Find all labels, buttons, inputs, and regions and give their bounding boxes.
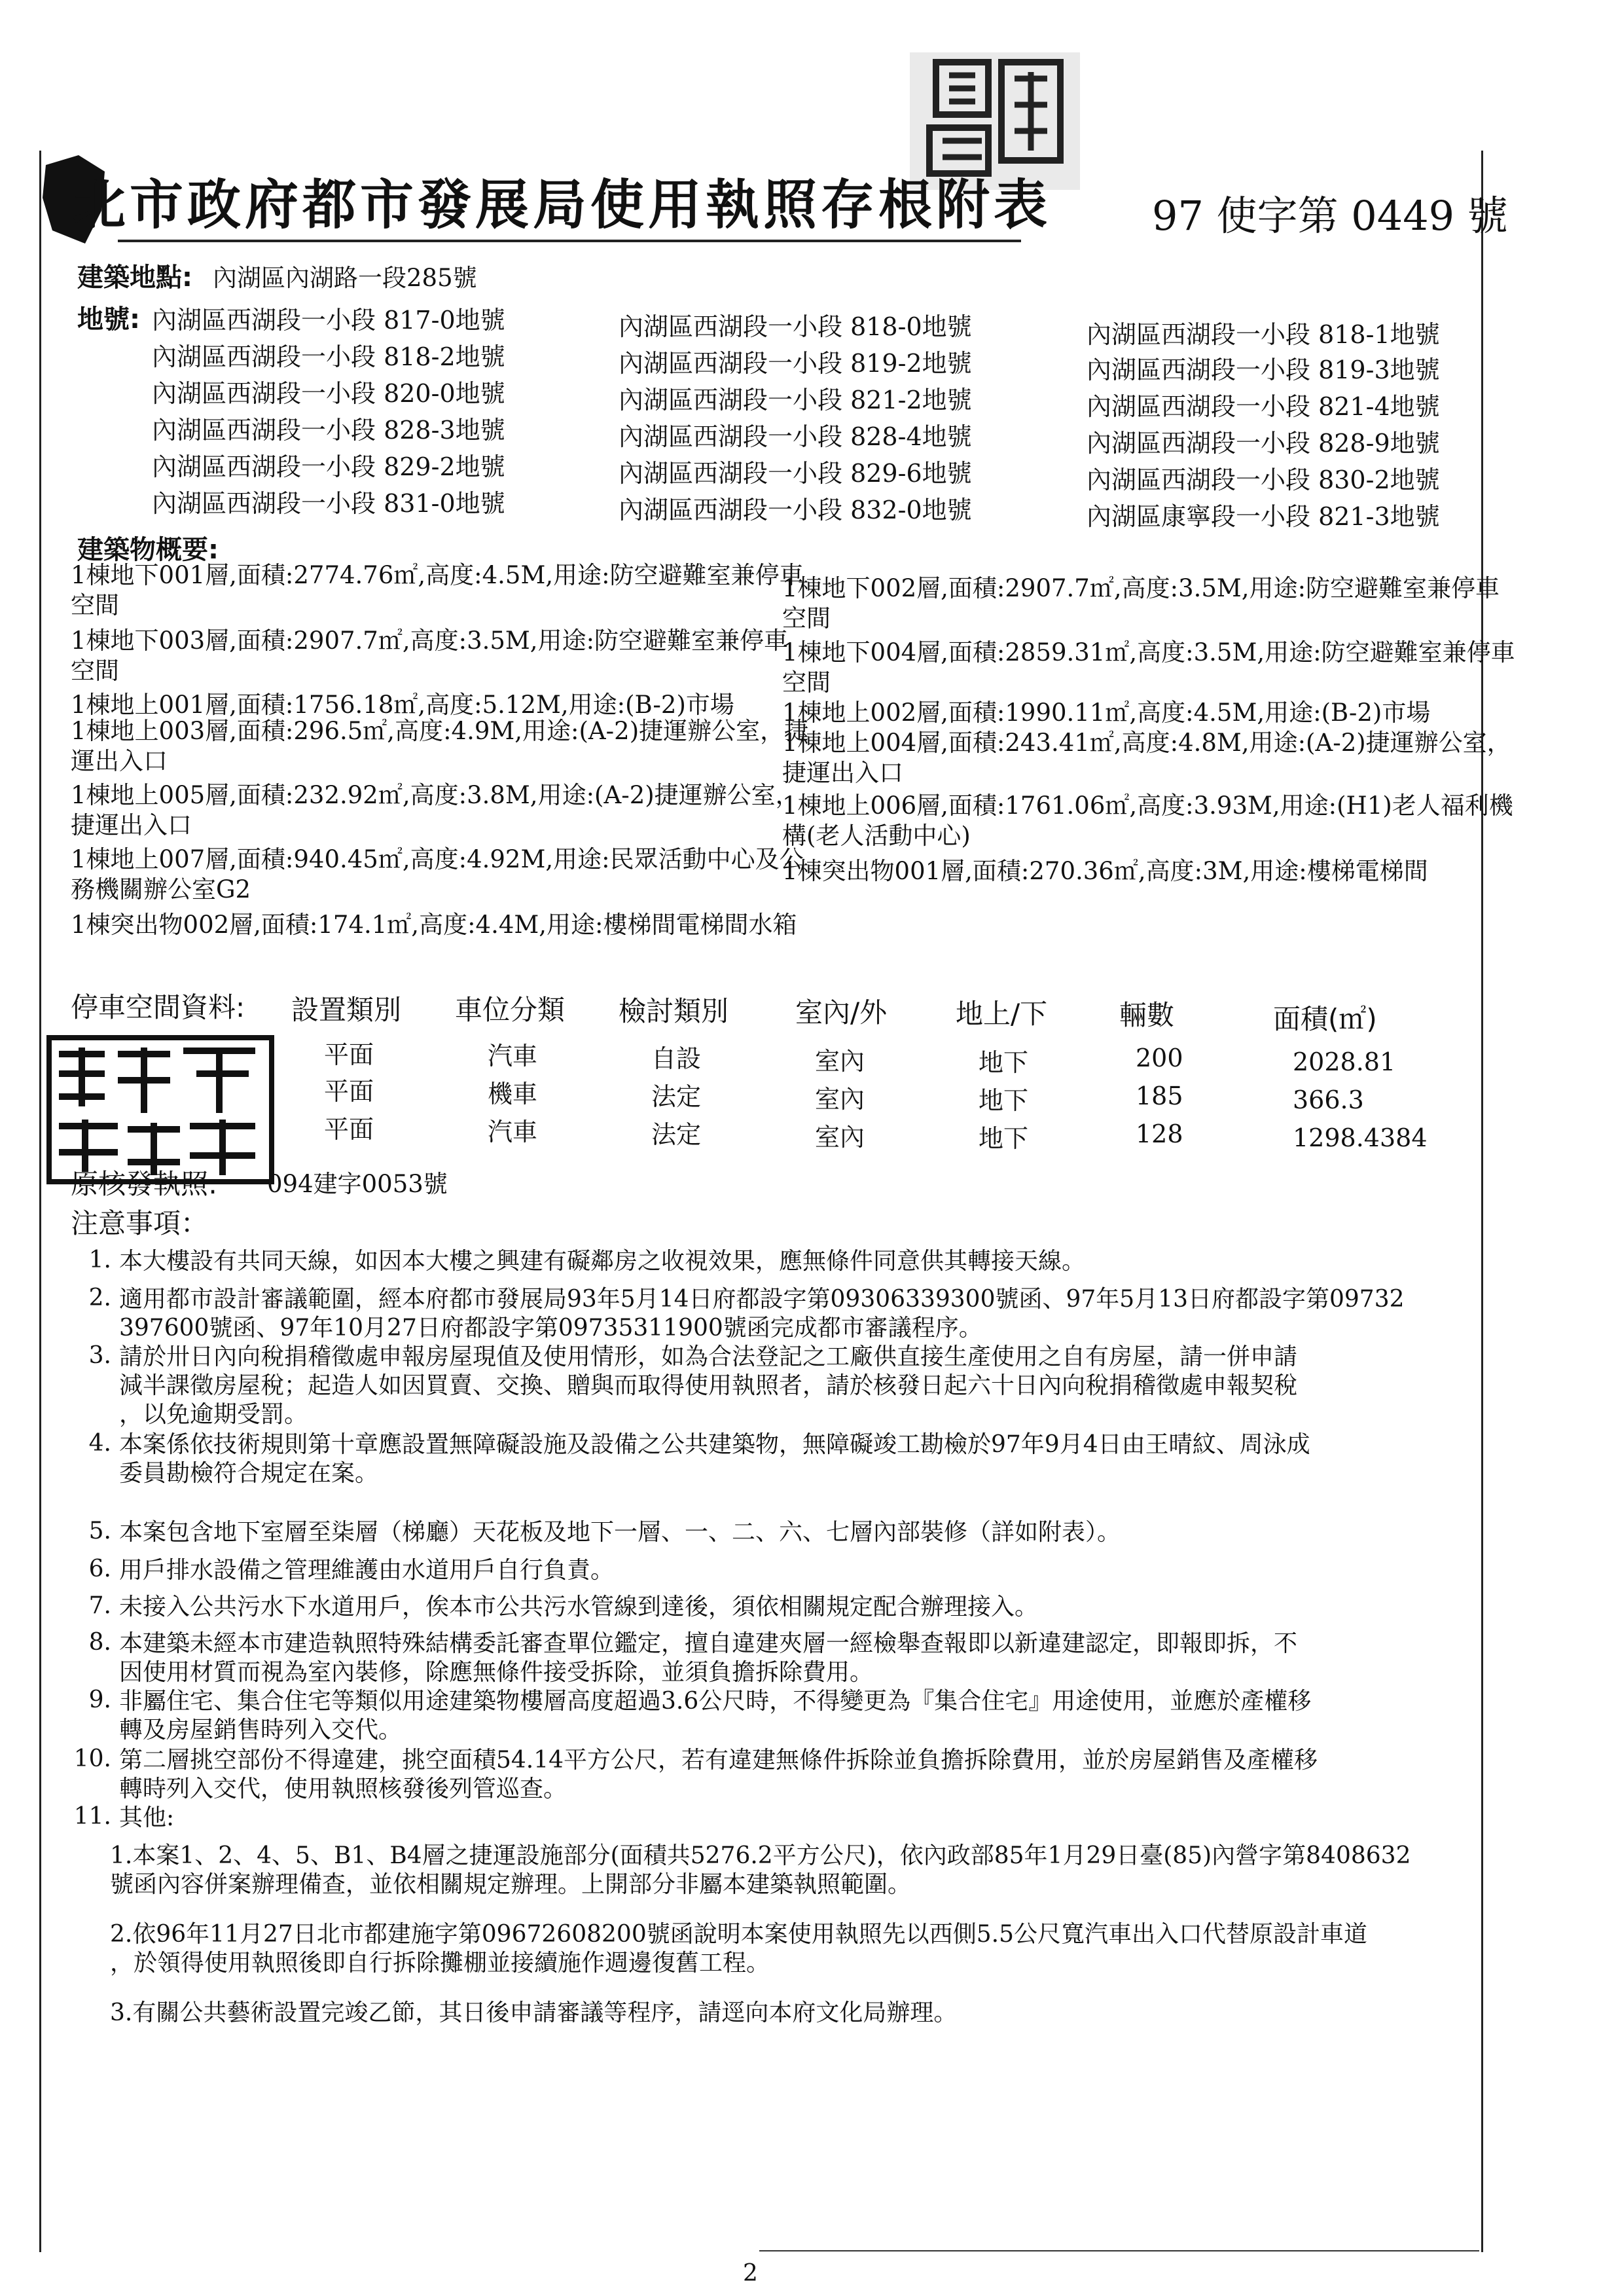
parking-header: 地上/下 <box>956 998 1048 1030</box>
parking-cell: 128 <box>1136 1120 1183 1148</box>
note-line: 其他: <box>119 1804 175 1831</box>
parking-cell: 平面 <box>324 1040 374 1069</box>
note-line: 因使用材質而視為室內裝修，除應無條件接受拆除，並須負擔拆除費用。 <box>119 1659 874 1686</box>
overview-entry: 1棟地下004層,面積:2859.31㎡,高度:3.5M,用途:防空避難室兼停車空間 <box>782 638 1515 697</box>
note-line: 非屬住宅、集合住宅等類似用途建築物樓層高度超過3.6公尺時，不得變更為『集合住宅』用途使用，並應於產權移 <box>119 1688 1312 1715</box>
parking-cell: 地下 <box>979 1086 1029 1115</box>
other-note-line: 3.有關公共藝術設置完竣乙節，其日後申請審議等程序，請逕向本府文化局辦理。 <box>110 1999 958 2026</box>
parking-cell: 366.3 <box>1293 1085 1364 1114</box>
note-line: 本大樓設有共同天線，如因本大樓之興建有礙鄰房之收視效果，應無條件同意供其轉接天線。 <box>119 1248 1086 1275</box>
note-line: 第二層挑空部份不得違建，挑空面積54.14平方公尺，若有違建無條件拆除並負擔拆除費用，並於房屋銷售及產權移 <box>119 1747 1318 1774</box>
lot-item: 內湖區西湖段一小段 828-9地號 <box>1087 429 1440 458</box>
lot-item: 內湖區西湖段一小段 832-0地號 <box>619 496 972 524</box>
lot-item: 內湖區西湖段一小段 821-4地號 <box>1087 392 1440 421</box>
parking-cell: 法定 <box>651 1120 702 1149</box>
lot-item: 內湖區康寧段一小段 821-3地號 <box>1087 502 1440 531</box>
parking-cell: 平面 <box>324 1077 374 1106</box>
parking-cell: 汽車 <box>488 1042 538 1070</box>
lot-item: 內湖區西湖段一小段 818-2地號 <box>152 342 505 371</box>
note-line: 轉及房屋銷售時列入交代。 <box>119 1717 403 1743</box>
lot-item: 內湖區西湖段一小段 819-2地號 <box>619 349 972 378</box>
other-note-line: 2.依96年11月27日北市都建施字第09672608200號函說明本案使用執照先以西側5.5公尺寬汽車出入口代替原設計車道 <box>110 1921 1367 1948</box>
lots-label: 地號: <box>77 304 140 335</box>
note-line: 未接入公共污水下水道用戶，俟本市公共污水管線到達後，須依相關規定配合辦理接入。 <box>119 1594 1039 1620</box>
note-line: 請於卅日內向稅捐稽徵處申報房屋現值及使用情形，如為合法登記之工廠供直接生產使用之自有房屋，請一併申請 <box>119 1343 1298 1370</box>
note-line: 397600號函、97年10月27日府都設字第09735311900號函完成都市審議程序。 <box>119 1315 982 1341</box>
location-label: 建築地點: <box>77 263 192 293</box>
lot-item: 內湖區西湖段一小段 829-2地號 <box>152 452 505 481</box>
lot-item: 內湖區西湖段一小段 828-4地號 <box>619 422 972 451</box>
parking-header: 設置類別 <box>291 994 402 1026</box>
parking-cell: 地下 <box>979 1124 1029 1153</box>
page-number: 2 <box>743 2260 758 2287</box>
parking-header: 面積(㎡) <box>1273 1003 1377 1035</box>
title-underline <box>118 240 1021 242</box>
overview-entry: 1棟地下003層,面積:2907.7㎡,高度:3.5M,用途:防空避難室兼停車空間 <box>71 627 789 685</box>
parking-cell: 200 <box>1136 1044 1183 1072</box>
note-line: 減半課徵房屋稅；起造人如因買賣、交換、贈與而取得使用執照者，請於核發日起六十日內向稅捐稽徵處申報契稅 <box>119 1372 1298 1399</box>
lot-item: 內湖區西湖段一小段 820-0地號 <box>152 379 505 408</box>
note-number: 4. <box>88 1430 111 1457</box>
note-line: 本案包含地下室層至柒層（梯廳）天花板及地下一層、一、二、六、七層內部裝修（詳如附表）。 <box>119 1519 1121 1546</box>
note-line: 本建築未經本市建造執照特殊結構委託審查單位鑑定，擅自違建夾層一經檢舉查報即以新違建認定，即報即拆，不 <box>119 1630 1298 1657</box>
note-number: 11. <box>73 1803 111 1830</box>
note-line: 本案係依技術規則第十章應設置無障礙設施及設備之公共建築物，無障礙竣工勘檢於97年9月4日由王晴紋、周泳成 <box>119 1431 1310 1458</box>
overview-entry: 1棟地上006層,面積:1761.06㎡,高度:3.93M,用途:(H1)老人福利機構(老人活動中心) <box>782 792 1513 850</box>
other-note-line: 號函內容併案辦理備查，並依相關規定辦理。上開部分非屬本建築執照範圍。 <box>110 1871 912 1898</box>
lot-item: 內湖區西湖段一小段 830-2地號 <box>1087 465 1440 494</box>
overview-entry: 1棟地上004層,面積:243.41㎡,高度:4.8M,用途:(A-2)捷運辦公室，捷運出入口 <box>782 729 1511 787</box>
parking-cell: 汽車 <box>488 1118 538 1146</box>
lot-item: 內湖區西湖段一小段 828-3地號 <box>152 416 505 445</box>
overview-entry: 1棟地上001層,面積:1756.18㎡,高度:5.12M,用途:(B-2)市場 <box>71 691 734 719</box>
note-number: 10. <box>73 1745 111 1772</box>
note-number: 8. <box>88 1629 111 1656</box>
note-number: 6. <box>88 1556 111 1582</box>
overview-entry: 1棟突出物001層,面積:270.36㎡,高度:3M,用途:樓梯電梯間 <box>782 857 1428 885</box>
overview-label: 建築物概要: <box>77 535 219 565</box>
parking-cell: 室內 <box>815 1047 865 1076</box>
parking-cell: 地下 <box>979 1048 1029 1077</box>
original-permit-label: 原核發執照: <box>71 1168 218 1200</box>
overview-entry: 1棟地上005層,面積:232.92㎡,高度:3.8M,用途:(A-2)捷運辦公室，捷運出入口 <box>71 781 800 839</box>
parking-cell: 185 <box>1136 1082 1183 1110</box>
overview-entry: 1棟突出物002層,面積:174.1㎡,高度:4.4M,用途:樓梯間電梯間水箱 <box>71 911 797 939</box>
lot-item: 內湖區西湖段一小段 818-1地號 <box>1087 320 1440 349</box>
lot-item: 內湖區西湖段一小段 821-2地號 <box>619 386 972 414</box>
parking-header: 室內/外 <box>795 996 888 1029</box>
note-number: 9. <box>88 1686 111 1713</box>
note-number: 5. <box>88 1518 111 1544</box>
note-line: 適用都市設計審議範圍，經本府都市發展局93年5月14日府都設字第09306339300號函、97年5月13日府都設字第09732 <box>119 1286 1405 1313</box>
note-line: 委員勘檢符合規定在案。 <box>119 1460 379 1487</box>
note-number: 7. <box>88 1592 111 1619</box>
lot-item: 內湖區西湖段一小段 817-0地號 <box>152 306 505 335</box>
other-note-line: ，於領得使用執照後即自行拆除攤棚並接續施作週邊復舊工程。 <box>110 1950 770 1977</box>
original-permit-value: 094建字0053號 <box>267 1170 448 1198</box>
notes-label: 注意事項： <box>71 1207 209 1239</box>
lot-item: 內湖區西湖段一小段 818-0地號 <box>619 312 972 341</box>
parking-cell: 法定 <box>651 1082 702 1111</box>
parking-header: 檢討類別 <box>619 995 729 1027</box>
note-line: 用戶排水設備之管理維護由水道用戶自行負責。 <box>119 1557 615 1584</box>
parking-cell: 平面 <box>324 1115 374 1144</box>
parking-header: 輛數 <box>1119 999 1175 1031</box>
parking-cell: 自設 <box>651 1044 702 1073</box>
note-number: 3. <box>88 1342 111 1369</box>
note-line: ，以免逾期受罰。 <box>119 1401 308 1428</box>
overview-entry: 1棟地上003層,面積:296.5㎡,高度:4.9M,用途:(A-2)捷運辦公室，捷運出入口 <box>71 717 809 775</box>
frame-bottom-line <box>759 2250 1479 2251</box>
overview-entry: 1棟地上002層,面積:1990.11㎡,高度:4.5M,用途:(B-2)市場 <box>782 699 1431 727</box>
lot-item: 內湖區西湖段一小段 831-0地號 <box>152 489 505 518</box>
overview-entry: 1棟地上007層,面積:940.45㎡,高度:4.92M,用途:民眾活動中心及公務機關辦公室G2 <box>71 845 804 903</box>
parking-cell: 1298.4384 <box>1293 1123 1428 1152</box>
parking-label: 停車空間資料: <box>71 991 245 1023</box>
lot-item: 內湖區西湖段一小段 819-3地號 <box>1087 355 1440 384</box>
document-title: 北市政府都市發展局使用執照存根附表 <box>72 173 1052 236</box>
location-value: 內湖區內湖路一段285號 <box>213 264 477 292</box>
other-note-line: 1.本案1、2、4、5、B1、B4層之捷運設施部分(面積共5276.2平方公尺)，依內政部85年1月29日臺(85)內營字第8408632 <box>110 1842 1411 1869</box>
note-number: 2. <box>88 1285 111 1311</box>
parking-header: 車位分類 <box>455 994 566 1026</box>
overview-entry: 1棟地下001層,面積:2774.76㎡,高度:4.5M,用途:防空避難室兼停車空間 <box>71 561 804 619</box>
parking-cell: 2028.81 <box>1293 1048 1396 1076</box>
lot-item: 內湖區西湖段一小段 829-6地號 <box>619 459 972 488</box>
note-number: 1. <box>88 1247 111 1273</box>
overview-entry: 1棟地下002層,面積:2907.7㎡,高度:3.5M,用途:防空避難室兼停車空間 <box>782 574 1500 632</box>
parking-cell: 機車 <box>488 1080 538 1108</box>
permit-number: 97 使字第 0449 號 <box>1152 192 1508 240</box>
parking-cell: 室內 <box>815 1123 865 1152</box>
note-line: 轉時列入交代，使用執照核發後列管巡查。 <box>119 1776 567 1802</box>
parking-cell: 室內 <box>815 1085 865 1114</box>
